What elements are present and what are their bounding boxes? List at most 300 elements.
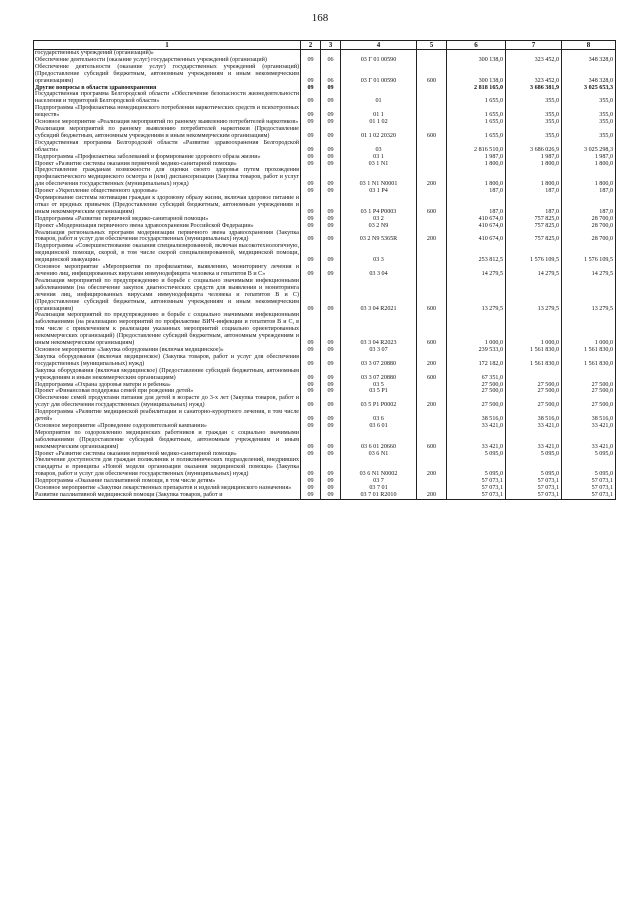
row-sum-1: 1 800,0 bbox=[447, 167, 506, 188]
row-name: Подпрограмма «Оказание паллиативной помощи, в том числе детям» bbox=[34, 478, 301, 485]
row-sum-1: 410 674,0 bbox=[447, 216, 506, 223]
row-target-article: 03 6 N1 bbox=[341, 451, 417, 458]
row-section: 09 bbox=[301, 395, 321, 409]
row-sum-3: 5 095,0 bbox=[562, 457, 616, 478]
row-subsection: 06 bbox=[321, 57, 341, 64]
row-name: Подпрограмма «Профилактика немедицинского потребления наркотических средств и психотропных веществ» bbox=[35, 105, 299, 119]
row-subsection: 09 bbox=[321, 388, 341, 395]
table-row bbox=[34, 395, 616, 409]
row-sum-2: 323 452,0 bbox=[506, 57, 562, 64]
row-section: 09 bbox=[301, 278, 321, 313]
row-sum-1: 1 000,0 bbox=[447, 312, 506, 347]
row-sum-3: 28 700,0 bbox=[562, 223, 616, 230]
row-section: 09 bbox=[301, 478, 321, 485]
row-section: 09 bbox=[301, 119, 321, 126]
row-target-article: 03 2 bbox=[341, 216, 417, 223]
row-expense-type bbox=[417, 264, 447, 278]
row-expense-type bbox=[417, 478, 447, 485]
table-row bbox=[34, 430, 616, 451]
row-section: 09 bbox=[301, 312, 321, 347]
row-expense-type bbox=[417, 140, 447, 154]
row-target-article: 03 5 P1 P0002 bbox=[341, 395, 417, 409]
row-section: 09 bbox=[301, 382, 321, 389]
row-sum-1: 1 655,0 bbox=[447, 105, 506, 119]
row-sum-3: 1 561 830,0 bbox=[562, 354, 616, 368]
row-name: Проект «Укрепление общественного здоровья» bbox=[34, 188, 301, 195]
table-row bbox=[34, 216, 616, 223]
row-target-article: 01 bbox=[341, 91, 417, 105]
table-row bbox=[34, 230, 616, 244]
row-section: 09 bbox=[301, 457, 321, 478]
row-section: 09 bbox=[301, 64, 321, 85]
row-sum-2: 757 825,0 bbox=[506, 223, 562, 230]
row-expense-type bbox=[417, 57, 447, 64]
row-expense-type bbox=[417, 91, 447, 105]
col-header-1: 1 bbox=[34, 41, 301, 50]
row-section: 09 bbox=[301, 230, 321, 244]
row-sum-2: 355,0 bbox=[506, 119, 562, 126]
row-target-article: 03 3 04 bbox=[341, 264, 417, 278]
header-row bbox=[34, 41, 616, 50]
row-subsection: 09 bbox=[321, 354, 341, 368]
row-sum-2: 323 452,0 bbox=[506, 64, 562, 85]
row-name: Проект «Модернизация первичного звена здравоохранения Российской Федерации» bbox=[34, 223, 301, 230]
row-expense-type: 600 bbox=[417, 278, 447, 313]
row-subsection: 09 bbox=[321, 216, 341, 223]
row-sum-1: 33 421,0 bbox=[447, 423, 506, 430]
col-header-4: 4 bbox=[341, 41, 417, 50]
row-name: Реализация мероприятий по раннему выявлению потребителей наркотиков (Предоставление субсидий бюджетным, автономным учреждениям и иным некоммерческим организациям) bbox=[35, 125, 299, 139]
row-name: Формирование системы мотивации граждан к здоровому образу жизни, включая здоровое питание и отказ от вредных привычек (Предоставление субсидий бюджетным, автономным учреждениям и иным некоммерческим организациям) bbox=[35, 195, 299, 215]
row-section: 09 bbox=[301, 354, 321, 368]
col-header-5: 5 bbox=[417, 41, 447, 50]
row-expense-type: 200 bbox=[417, 395, 447, 409]
row-section: 09 bbox=[301, 105, 321, 119]
row-name: Реализация мероприятий по предупреждению и борьбе с социально значимыми инфекционными заболеваниями (на реализацию мероприятий по профилактике ВИЧ-инфекции и гепатитов В и С, в том числе с привлечением к реализации указанных мероприятий социально ориентированных некоммерческих организаций) (Предоставление субсидий бюджетным, автономным учреждениям и иным некоммерческим организациям) bbox=[35, 312, 299, 347]
row-expense-type bbox=[417, 451, 447, 458]
row-sum-3: 33 421,0 bbox=[562, 430, 616, 451]
table-row bbox=[34, 140, 616, 154]
row-sum-1: 1 655,0 bbox=[447, 91, 506, 105]
row-subsection bbox=[321, 50, 341, 57]
col-header-8: 8 bbox=[562, 41, 616, 50]
row-expense-type bbox=[417, 388, 447, 395]
row-sum-3: 1 000,0 bbox=[562, 312, 616, 347]
row-sum-2: 13 279,5 bbox=[506, 278, 562, 313]
row-expense-type bbox=[417, 161, 447, 168]
row-sum-3: 1 576 109,5 bbox=[562, 243, 616, 264]
row-section: 09 bbox=[301, 57, 321, 64]
row-name: Основное мероприятие «Закупка оборудования (включая медицинское)» bbox=[34, 347, 301, 354]
row-sum-2: 1 987,0 bbox=[506, 154, 562, 161]
row-name: Основное мероприятие «Проведение оздоровительной кампании» bbox=[34, 423, 301, 430]
row-sum-2: 5 095,0 bbox=[506, 451, 562, 458]
table-body bbox=[34, 50, 616, 500]
row-name: Основное мероприятие «Реализация мероприятий по раннему выявлению потребителей наркотиков» bbox=[34, 119, 301, 126]
row-sum-1: 57 073,1 bbox=[447, 485, 506, 492]
row-section: 09 bbox=[301, 126, 321, 140]
row-name: Проект «Развитие системы оказания первичной медико-санитарной помощи» bbox=[34, 161, 301, 168]
row-sum-1 bbox=[447, 50, 506, 57]
row-name: Увеличение доступности для граждан поликлиник и поликлинических подразделений, внедривших стандарты и принципы «Новой модели организации оказания медицинской помощи» (Закупка товаров, работ и услуг для обеспечения государственных (муниципальных) нужд) bbox=[35, 457, 299, 478]
row-sum-2: 3 686 026,9 bbox=[506, 140, 562, 154]
row-target-article: 03 7 01 bbox=[341, 485, 417, 492]
row-subsection: 09 bbox=[321, 430, 341, 451]
table-row bbox=[34, 485, 616, 492]
row-target-article: 03 7 bbox=[341, 478, 417, 485]
row-sum-2: 14 279,5 bbox=[506, 264, 562, 278]
row-sum-2: 355,0 bbox=[506, 126, 562, 140]
row-sum-1: 1 655,0 bbox=[447, 126, 506, 140]
row-name: Другие вопросы в области здравоохранения bbox=[34, 85, 301, 92]
row-expense-type: 600 bbox=[417, 368, 447, 382]
row-section: 09 bbox=[301, 430, 321, 451]
row-expense-type bbox=[417, 243, 447, 264]
row-subsection: 09 bbox=[321, 478, 341, 485]
row-expense-type bbox=[417, 119, 447, 126]
row-sum-1: 187,0 bbox=[447, 195, 506, 216]
row-section: 09 bbox=[301, 409, 321, 423]
col-header-6: 6 bbox=[447, 41, 506, 50]
row-target-article: 03 3 bbox=[341, 243, 417, 264]
row-target-article: 03 5 bbox=[341, 382, 417, 389]
row-target-article: 03 3 04 R2023 bbox=[341, 312, 417, 347]
row-sum-2: 1 000,0 bbox=[506, 312, 562, 347]
row-expense-type bbox=[417, 485, 447, 492]
table-row bbox=[34, 64, 616, 85]
row-subsection: 09 bbox=[321, 119, 341, 126]
row-name: Основное мероприятие «Мероприятия по профилактике, выявлению, мониторингу лечения и лечению лиц, инфицированных вирусами иммунодефицита человека и гепатитов В и С» bbox=[35, 264, 299, 277]
row-sum-2 bbox=[506, 50, 562, 57]
row-sum-1: 172 182,0 bbox=[447, 354, 506, 368]
row-sum-3: 1 800,0 bbox=[562, 161, 616, 168]
row-sum-2: 1 561 830,0 bbox=[506, 354, 562, 368]
table-row bbox=[34, 161, 616, 168]
row-sum-3: 355,0 bbox=[562, 105, 616, 119]
row-subsection: 09 bbox=[321, 485, 341, 492]
budget-table bbox=[33, 40, 616, 500]
row-sum-1: 5 095,0 bbox=[447, 457, 506, 478]
row-sum-3: 57 073,1 bbox=[562, 485, 616, 492]
row-target-article: 01 1 02 bbox=[341, 119, 417, 126]
row-expense-type bbox=[417, 50, 447, 57]
row-sum-3 bbox=[562, 368, 616, 382]
row-sum-1: 27 500,0 bbox=[447, 395, 506, 409]
row-sum-3: 187,0 bbox=[562, 195, 616, 216]
row-target-article: 03 6 01 20660 bbox=[341, 430, 417, 451]
row-target-article: 03 7 01 R2010 bbox=[341, 492, 417, 499]
row-section: 09 bbox=[301, 140, 321, 154]
table-header bbox=[34, 41, 616, 50]
row-subsection: 09 bbox=[321, 451, 341, 458]
row-name: Реализация региональных программ модернизации первичного звена здравоохранения (Закупка товаров, работ и услуг для обеспечения государственных (муниципальных) нужд) bbox=[35, 229, 299, 243]
row-sum-1: 300 138,0 bbox=[447, 57, 506, 64]
row-sum-3: 355,0 bbox=[562, 119, 616, 126]
row-name: Реализация мероприятий по предупреждению и борьбе с социально значимыми инфекционными заболеваниями (на обеспечение закупок диагностических средств для выявления и мониторинга лечения лиц, инфицированных вирусами иммунодефицита человека и гепатитов В и С) (Предоставление субсидий бюджетным, автономным учреждениям и иным некоммерческим организациям) bbox=[35, 277, 299, 312]
row-name: Обеспечение деятельности (оказание услуг) государственных учреждений (организаций) (Предоставление субсидий бюджетным, автономным учреждениям и иным некоммерческим организациям) bbox=[35, 63, 299, 84]
row-section: 09 bbox=[301, 167, 321, 188]
row-sum-1: 57 073,1 bbox=[447, 478, 506, 485]
row-target-article: 03 2 N9 bbox=[341, 223, 417, 230]
row-expense-type: 600 bbox=[417, 64, 447, 85]
row-sum-1: 1 655,0 bbox=[447, 119, 506, 126]
row-name: Развитие паллиативной медицинской помощи (Закупка товаров, работ и bbox=[34, 492, 301, 499]
table-row bbox=[34, 347, 616, 354]
row-sum-3: 355,0 bbox=[562, 126, 616, 140]
row-expense-type bbox=[417, 188, 447, 195]
table-row bbox=[34, 423, 616, 430]
row-sum-1: 67 351,0 bbox=[447, 368, 506, 382]
row-target-article: 03 1 P4 bbox=[341, 188, 417, 195]
table-row bbox=[34, 57, 616, 64]
row-expense-type: 600 bbox=[417, 312, 447, 347]
row-section: 09 bbox=[301, 188, 321, 195]
row-section: 09 bbox=[301, 451, 321, 458]
row-target-article: 03 6 01 bbox=[341, 423, 417, 430]
row-target-article: 03 2 N9 5365R bbox=[341, 230, 417, 244]
table-row bbox=[34, 354, 616, 368]
row-sum-2: 187,0 bbox=[506, 195, 562, 216]
row-sum-3: 1 800,0 bbox=[562, 167, 616, 188]
row-section: 09 bbox=[301, 216, 321, 223]
row-sum-2: 757 825,0 bbox=[506, 216, 562, 223]
row-sum-1: 13 279,5 bbox=[447, 278, 506, 313]
row-name: Подпрограмма «Развитие первичной медико-санитарной помощи» bbox=[34, 216, 301, 223]
row-section: 09 bbox=[301, 492, 321, 499]
row-target-article: 03 1 N1 bbox=[341, 161, 417, 168]
row-sum-2: 1 800,0 bbox=[506, 167, 562, 188]
table-row bbox=[34, 243, 616, 264]
row-sum-3: 5 095,0 bbox=[562, 451, 616, 458]
row-subsection: 06 bbox=[321, 64, 341, 85]
row-target-article: 01 1 02 20320 bbox=[341, 126, 417, 140]
row-sum-2: 38 516,0 bbox=[506, 409, 562, 423]
col-header-7: 7 bbox=[506, 41, 562, 50]
row-subsection: 09 bbox=[321, 312, 341, 347]
row-sum-3: 38 516,0 bbox=[562, 409, 616, 423]
row-sum-1: 57 073,1 bbox=[447, 492, 506, 499]
row-target-article: 01 1 bbox=[341, 105, 417, 119]
table-row bbox=[34, 457, 616, 478]
row-sum-2: 355,0 bbox=[506, 105, 562, 119]
row-sum-3: 1 987,0 bbox=[562, 154, 616, 161]
row-name: Проект «Развитие системы оказания первичной медико-санитарной помощи» bbox=[34, 451, 301, 458]
row-sum-3: 348 328,0 bbox=[562, 57, 616, 64]
row-sum-1: 38 516,0 bbox=[447, 409, 506, 423]
row-sum-2: 57 073,1 bbox=[506, 478, 562, 485]
row-name: Обеспечение семей продуктами питания для детей в возрасте до 3-х лет (Закупка товаров, работ и услуг для обеспечения государственных (муниципальных) нужд) bbox=[35, 395, 299, 409]
table-row bbox=[34, 492, 616, 499]
row-name: Обеспечение деятельности (оказание услуг) государственных учреждений (организаций) bbox=[34, 57, 301, 64]
row-sum-3: 57 073,1 bbox=[562, 492, 616, 499]
row-expense-type bbox=[417, 409, 447, 423]
row-target-article: 03 Г 01 00590 bbox=[341, 57, 417, 64]
row-expense-type: 600 bbox=[417, 126, 447, 140]
row-section: 09 bbox=[301, 91, 321, 105]
row-expense-type: 200 bbox=[417, 492, 447, 499]
row-sum-3: 33 421,0 bbox=[562, 423, 616, 430]
row-subsection: 09 bbox=[321, 195, 341, 216]
row-sum-1: 2 818 165,0 bbox=[447, 85, 506, 92]
row-expense-type bbox=[417, 347, 447, 354]
table-row bbox=[34, 195, 616, 216]
row-sum-3: 28 700,0 bbox=[562, 216, 616, 223]
row-sum-3: 187,0 bbox=[562, 188, 616, 195]
row-expense-type: 200 bbox=[417, 457, 447, 478]
row-target-article: 03 6 bbox=[341, 409, 417, 423]
row-sum-3: 348 328,0 bbox=[562, 64, 616, 85]
row-name: Подпрограмма «Развитие медицинской реабилитации и санаторно-курортного лечения, в том числе детей» bbox=[35, 409, 299, 423]
row-section: 09 bbox=[301, 264, 321, 278]
table-row bbox=[34, 409, 616, 423]
row-sum-2: 57 073,1 bbox=[506, 485, 562, 492]
row-sum-2: 187,0 bbox=[506, 188, 562, 195]
row-sum-2: 33 421,0 bbox=[506, 430, 562, 451]
row-expense-type: 200 bbox=[417, 167, 447, 188]
row-sum-1: 187,0 bbox=[447, 188, 506, 195]
row-expense-type: 200 bbox=[417, 230, 447, 244]
row-sum-1: 239 533,0 bbox=[447, 347, 506, 354]
row-target-article: 03 Г 01 00590 bbox=[341, 64, 417, 85]
row-subsection: 09 bbox=[321, 167, 341, 188]
row-target-article: 03 3 04 R2021 bbox=[341, 278, 417, 313]
row-sum-1: 1 800,0 bbox=[447, 161, 506, 168]
row-subsection: 09 bbox=[321, 105, 341, 119]
row-sum-3: 27 500,0 bbox=[562, 388, 616, 395]
col-header-2: 2 bbox=[301, 41, 321, 50]
row-subsection: 09 bbox=[321, 230, 341, 244]
row-sum-2: 33 421,0 bbox=[506, 423, 562, 430]
row-subsection: 09 bbox=[321, 264, 341, 278]
row-expense-type bbox=[417, 154, 447, 161]
row-sum-3: 1 561 830,0 bbox=[562, 347, 616, 354]
row-section: 09 bbox=[301, 85, 321, 92]
row-name: Предоставление гражданам возможности для оценки своего здоровья путем прохождения профилактического медицинского осмотра и (или) диспансеризации (Закупка товаров, работ и услуг для обеспечения государственных (муниципальных) нужд) bbox=[35, 167, 299, 188]
row-subsection: 09 bbox=[321, 409, 341, 423]
row-subsection: 09 bbox=[321, 243, 341, 264]
row-sum-2 bbox=[506, 368, 562, 382]
row-target-article: 03 3 07 20880 bbox=[341, 368, 417, 382]
row-name: Мероприятия по оздоровлению медицинских работников и граждан с социально значимыми заболеваниями (Предоставление субсидий бюджетным, автономным учреждениям и иным некоммерческим организациям) bbox=[35, 429, 299, 450]
page-number: 168 bbox=[311, 12, 329, 24]
row-sum-1: 14 279,5 bbox=[447, 264, 506, 278]
row-sum-1: 300 138,0 bbox=[447, 64, 506, 85]
row-sum-1: 410 674,0 bbox=[447, 230, 506, 244]
table-row bbox=[34, 105, 616, 119]
row-expense-type: 200 bbox=[417, 354, 447, 368]
row-target-article: 03 1 N1 N0001 bbox=[341, 167, 417, 188]
row-section: 09 bbox=[301, 161, 321, 168]
row-sum-2: 1 800,0 bbox=[506, 161, 562, 168]
row-name: Государственная программа Белгородской области «Развитие здравоохранения Белгородской области» bbox=[35, 139, 299, 153]
row-subsection: 09 bbox=[321, 85, 341, 92]
row-sum-3: 3 025 298,3 bbox=[562, 140, 616, 154]
row-target-article: 03 6 N1 N0002 bbox=[341, 457, 417, 478]
row-section bbox=[301, 50, 321, 57]
row-section: 09 bbox=[301, 223, 321, 230]
table-row bbox=[34, 264, 616, 278]
row-subsection: 09 bbox=[321, 154, 341, 161]
row-section: 09 bbox=[301, 195, 321, 216]
row-target-article: 03 3 07 20880 bbox=[341, 354, 417, 368]
row-section: 09 bbox=[301, 347, 321, 354]
table-row bbox=[34, 223, 616, 230]
row-name: Закупка оборудования (включая медицинское) (Закупка товаров, работ и услуг для обеспечения государственных (муниципальных) нужд) bbox=[35, 353, 299, 367]
row-sum-1: 33 421,0 bbox=[447, 430, 506, 451]
row-expense-type bbox=[417, 382, 447, 389]
table-row bbox=[34, 188, 616, 195]
row-sum-1: 2 816 510,0 bbox=[447, 140, 506, 154]
row-subsection: 09 bbox=[321, 492, 341, 499]
row-sum-3: 27 500,0 bbox=[562, 395, 616, 409]
row-expense-type: 600 bbox=[417, 430, 447, 451]
row-name: Государственная программа Белгородской области «Обеспечение безопасности жизнедеятельности населения и территорий Белгородской области» bbox=[35, 91, 299, 105]
row-sum-2: 757 825,0 bbox=[506, 230, 562, 244]
row-sum-1: 27 500,0 bbox=[447, 382, 506, 389]
table-row bbox=[34, 50, 616, 57]
row-sum-3: 13 279,5 bbox=[562, 278, 616, 313]
row-sum-2: 5 095,0 bbox=[506, 457, 562, 478]
row-expense-type bbox=[417, 423, 447, 430]
row-name: Закупка оборудования (включая медицинское) (Предоставление субсидий бюджетным, автономным учреждениям и иным некоммерческим организациям) bbox=[35, 367, 299, 381]
table-row bbox=[34, 91, 616, 105]
row-sum-1: 5 095,0 bbox=[447, 451, 506, 458]
row-target-article: 03 3 07 bbox=[341, 347, 417, 354]
row-expense-type bbox=[417, 223, 447, 230]
row-sum-3 bbox=[562, 50, 616, 57]
row-name: Основное мероприятие «Закупки лекарственных препаратов и изделий медицинского назначения» bbox=[34, 485, 301, 492]
row-name: Подпрограмма «Совершенствование оказания специализированной, включая высокотехнологичную, медицинской помощи, скорой, в том числе скорой специализированной, медицинской помощи, медицинской эвакуации» bbox=[35, 243, 299, 264]
row-expense-type bbox=[417, 105, 447, 119]
row-sum-1: 1 987,0 bbox=[447, 154, 506, 161]
row-expense-type: 600 bbox=[417, 195, 447, 216]
row-subsection: 09 bbox=[321, 223, 341, 230]
row-sum-3: 14 279,5 bbox=[562, 264, 616, 278]
row-subsection: 09 bbox=[321, 278, 341, 313]
row-target-article: 03 5 P1 bbox=[341, 388, 417, 395]
row-expense-type bbox=[417, 216, 447, 223]
row-sum-3: 57 073,1 bbox=[562, 478, 616, 485]
row-subsection: 09 bbox=[321, 423, 341, 430]
row-name: Подпрограмма «Охрана здоровья матери и ребенка» bbox=[34, 382, 301, 389]
table-row bbox=[34, 154, 616, 161]
row-sum-2: 27 500,0 bbox=[506, 382, 562, 389]
row-subsection: 09 bbox=[321, 126, 341, 140]
row-target-article bbox=[341, 85, 417, 92]
row-sum-1: 253 812,5 bbox=[447, 243, 506, 264]
col-header-3: 3 bbox=[321, 41, 341, 50]
row-sum-3: 3 025 653,3 bbox=[562, 85, 616, 92]
row-sum-3: 355,0 bbox=[562, 91, 616, 105]
row-name: Проект «Финансовая поддержка семей при рождении детей» bbox=[34, 388, 301, 395]
row-section: 09 bbox=[301, 423, 321, 430]
row-target-article bbox=[341, 50, 417, 57]
row-target-article: 03 bbox=[341, 140, 417, 154]
row-sum-2: 3 686 381,9 bbox=[506, 85, 562, 92]
row-subsection: 09 bbox=[321, 140, 341, 154]
row-section: 09 bbox=[301, 485, 321, 492]
row-expense-type bbox=[417, 85, 447, 92]
row-sum-1: 410 674,0 bbox=[447, 223, 506, 230]
row-sum-3: 28 700,0 bbox=[562, 230, 616, 244]
row-sum-2: 1 561 830,0 bbox=[506, 347, 562, 354]
row-section: 09 bbox=[301, 388, 321, 395]
row-subsection: 09 bbox=[321, 161, 341, 168]
row-section: 09 bbox=[301, 154, 321, 161]
table-row bbox=[34, 126, 616, 140]
row-sum-3: 27 500,0 bbox=[562, 382, 616, 389]
row-subsection: 09 bbox=[321, 91, 341, 105]
